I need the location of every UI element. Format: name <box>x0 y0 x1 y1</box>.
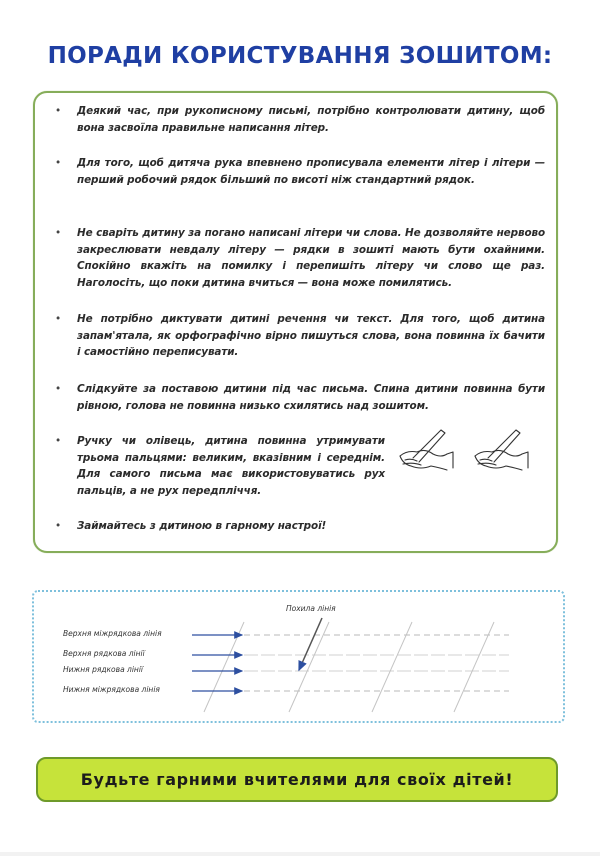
tip-item <box>55 381 545 414</box>
writing-lines-diagram <box>32 590 565 723</box>
upper-interline-label: Верхня міжрядкова лінія <box>63 629 162 638</box>
motto-banner <box>36 757 558 802</box>
tip-item <box>55 518 545 535</box>
bullet: • <box>55 520 62 532</box>
bullet: • <box>55 313 62 325</box>
page-bottom-edge <box>0 852 600 856</box>
lower-line-label: Нижня рядкова лінії <box>63 665 143 674</box>
tip-text: Не потрібно диктувати дитині речення чи текст. Для того, щоб дитина запам'ятала, як орфографічно вірно пишуться слова, вона повинна їх бачити і самостійно переписувати. <box>77 313 545 358</box>
tip-text: Не сваріть дитину за погано написані літери чи слова. Не дозволяйте нервово закреслювати невдалу літеру — рядки в зошиті мають бути охайними. Спокійно вкажіть на помилку і перепишіть літеру чи слово ще раз. Наголосіть, що поки дитина вчиться — вона може помилятись. <box>77 227 545 289</box>
hand-holding-pen-icon <box>395 428 545 478</box>
tip-text: Займайтесь з дитиною в гарному настрої! <box>77 520 327 532</box>
slant-line-label: Похила лінія <box>286 604 336 613</box>
tips-box <box>33 91 558 553</box>
tip-text: Для того, щоб дитяча рука впевнено прописувала елементи літер і літери —перший робочий рядок більший по висоті ніж стандартний рядок. <box>77 157 545 186</box>
tip-item <box>55 155 545 188</box>
tip-item <box>55 225 545 291</box>
bullet: • <box>55 227 62 239</box>
upper-line-label: Верхня рядкова лінії <box>63 649 145 658</box>
tip-text: Ручку чи олівець, дитина повинна утримувати трьома пальцями: великим, вказівним і середнім. Для самого письма має використовуватись рух пальців, а не рух передпліччя. <box>77 435 385 497</box>
tip-text: Деякий час, при рукописному письмі, потрібно контролювати дитину, щоб вона засвоїла правильне написання літер. <box>77 105 545 134</box>
bullet: • <box>55 383 62 395</box>
tip-item <box>55 103 545 136</box>
lower-interline-label: Нижня міжрядкова лінія <box>63 685 160 694</box>
bullet: • <box>55 157 62 169</box>
bullet: • <box>55 105 62 117</box>
tip-item <box>55 433 385 499</box>
page-title: ПОРАДИ КОРИСТУВАННЯ ЗОШИТОМ: <box>47 43 553 69</box>
motto-text: Будьте гарними вчителями для своїх дітей! <box>80 770 514 789</box>
tip-text: Слідкуйте за поставою дитини під час письма. Спина дитини повинна бути рівною, голова не повинна низько схилятись над зошитом. <box>77 383 545 412</box>
tip-item <box>55 311 545 361</box>
bullet: • <box>55 435 62 447</box>
